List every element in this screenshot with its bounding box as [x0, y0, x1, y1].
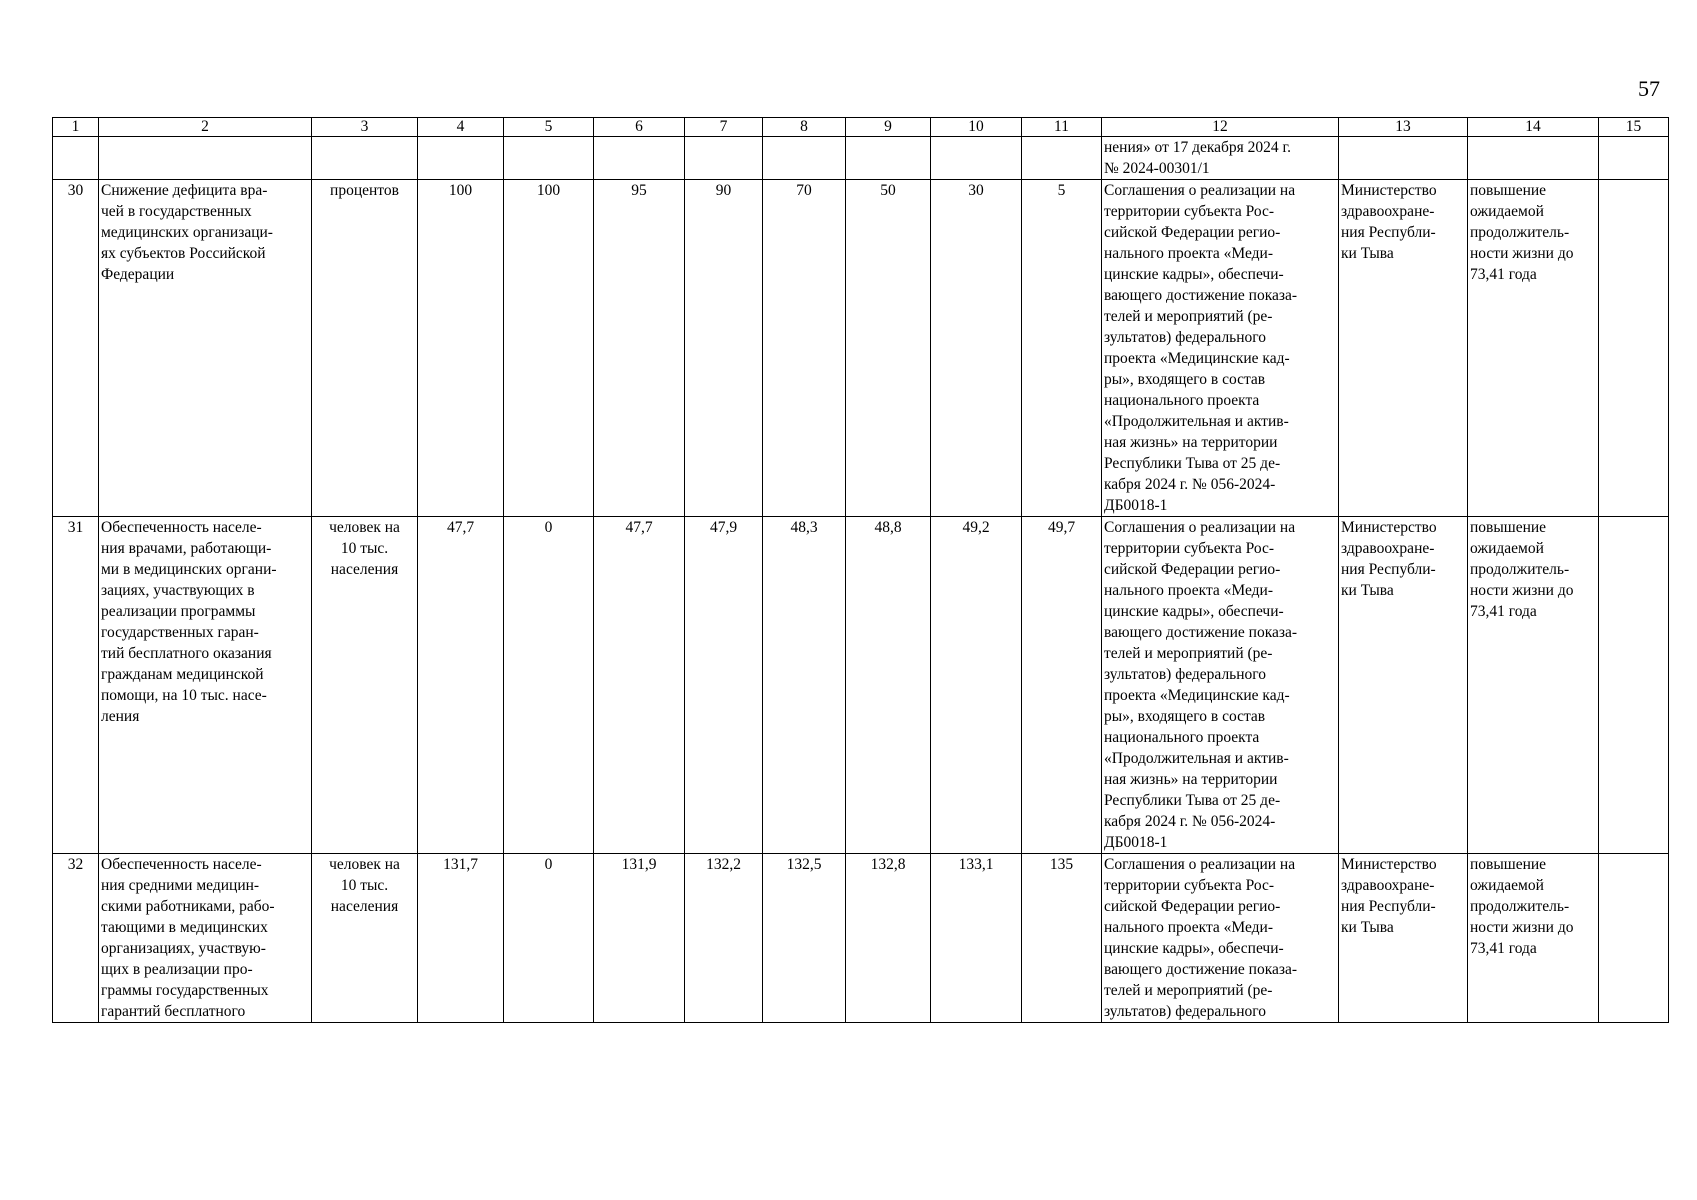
value-col5: 100: [504, 180, 594, 517]
value-col8: 48,3: [763, 517, 846, 854]
value-col6: 47,7: [594, 517, 685, 854]
value-col6: 95: [594, 180, 685, 517]
column-number: 13: [1339, 118, 1468, 137]
indicator-name: Снижение дефицита вра- чей в государственных медицинских организаци- ях субъектов Российской Федерации: [99, 180, 312, 517]
column-number: 12: [1102, 118, 1339, 137]
value-col6: 131,9: [594, 854, 685, 1023]
column-number: 7: [685, 118, 763, 137]
value-col11: 49,7: [1022, 517, 1102, 854]
column-number: 8: [763, 118, 846, 137]
column-number: 9: [846, 118, 931, 137]
responsible: Министерство здравоохране- ния Республи- ки Тыва: [1339, 180, 1468, 517]
value-col5: 0: [504, 517, 594, 854]
responsible: Министерство здравоохране- ния Республи- ки Тыва: [1339, 517, 1468, 854]
column-number: 2: [99, 118, 312, 137]
document-reference: Соглашения о реализации на территории субъекта Рос- сийской Федерации регио- нального проекта «Меди- цинские кадры», обеспечи- вающего достижение показа- телей и мероприятий (ре- зультатов) федерального проекта «Медицинские кад- ры», входящего в состав национального проекта «Продолжительная и актив- ная жизнь» на территории Республики Тыва от 25 де- кабря 2024 г. № 056-2024- ДБ0018-1: [1102, 517, 1339, 854]
document-reference: Соглашения о реализации на территории субъекта Рос- сийской Федерации регио- нального проекта «Меди- цинские кадры», обеспечи- вающего достижение показа- телей и мероприятий (ре- зультатов) федерального проекта «Медицинские кад- ры», входящего в состав национального проекта «Продолжительная и актив- ная жизнь» на территории Республики Тыва от 25 де- кабря 2024 г. № 056-2024- ДБ0018-1: [1102, 180, 1339, 517]
column-number: 4: [418, 118, 504, 137]
value-col8: 70: [763, 180, 846, 517]
value-col4: 100: [418, 180, 504, 517]
column-number: 11: [1022, 118, 1102, 137]
row-number: 32: [53, 854, 99, 1023]
page-number: 57: [1638, 76, 1660, 101]
column-number: 10: [931, 118, 1022, 137]
unit: процентов: [312, 180, 418, 517]
value-col11: 135: [1022, 854, 1102, 1023]
document-reference: Соглашения о реализации на территории субъекта Рос- сийской Федерации регио- нального проекта «Меди- цинские кадры», обеспечи- вающего достижение показа- телей и мероприятий (ре- зультатов) федерального: [1102, 854, 1339, 1023]
indicator-name: Обеспеченность населе- ния врачами, работающи- ми в медицинских органи- зациях, участвующих в реализации программы государственных гаран- тий бесплатного оказания гражданам медицинской помощи, на 10 тыс. насе- ления: [99, 517, 312, 854]
table-row: [53, 180, 1669, 517]
continuation-row: [53, 137, 1669, 180]
table-row: [53, 854, 1669, 1023]
value-col10: 133,1: [931, 854, 1022, 1023]
unit: человек на 10 тыс. населения: [312, 517, 418, 854]
value-col9: 132,8: [846, 854, 931, 1023]
document-reference: нения» от 17 декабря 2024 г. № 2024-00301/1: [1102, 137, 1339, 180]
column-number: 3: [312, 118, 418, 137]
value-col9: 50: [846, 180, 931, 517]
row-number: 30: [53, 180, 99, 517]
value-col9: 48,8: [846, 517, 931, 854]
value-col7: 90: [685, 180, 763, 517]
value-col7: 132,2: [685, 854, 763, 1023]
unit: человек на 10 тыс. населения: [312, 854, 418, 1023]
table-row: [53, 517, 1669, 854]
goal: повышение ожидаемой продолжитель- ности жизни до 73,41 года: [1468, 180, 1599, 517]
col15: [1599, 854, 1669, 1023]
col15: [1599, 517, 1669, 854]
column-number: 14: [1468, 118, 1599, 137]
column-number: 1: [53, 118, 99, 137]
column-number: 6: [594, 118, 685, 137]
goal: повышение ожидаемой продолжитель- ности жизни до 73,41 года: [1468, 517, 1599, 854]
responsible: Министерство здравоохране- ния Республи- ки Тыва: [1339, 854, 1468, 1023]
value-col7: 47,9: [685, 517, 763, 854]
value-col4: 47,7: [418, 517, 504, 854]
value-col8: 132,5: [763, 854, 846, 1023]
column-number: 5: [504, 118, 594, 137]
indicator-name: Обеспеченность населе- ния средними медицин- скими работниками, рабо- тающими в медицинских организациях, участвую- щих в реализации про- граммы государственных гарантий бесплатного: [99, 854, 312, 1023]
column-number: 15: [1599, 118, 1669, 137]
goal: повышение ожидаемой продолжитель- ности жизни до 73,41 года: [1468, 854, 1599, 1023]
indicators-table: [52, 117, 1669, 1023]
row-number: 31: [53, 517, 99, 854]
value-col5: 0: [504, 854, 594, 1023]
value-col4: 131,7: [418, 854, 504, 1023]
column-number-row: [53, 118, 1669, 137]
value-col11: 5: [1022, 180, 1102, 517]
col15: [1599, 180, 1669, 517]
value-col10: 30: [931, 180, 1022, 517]
value-col10: 49,2: [931, 517, 1022, 854]
